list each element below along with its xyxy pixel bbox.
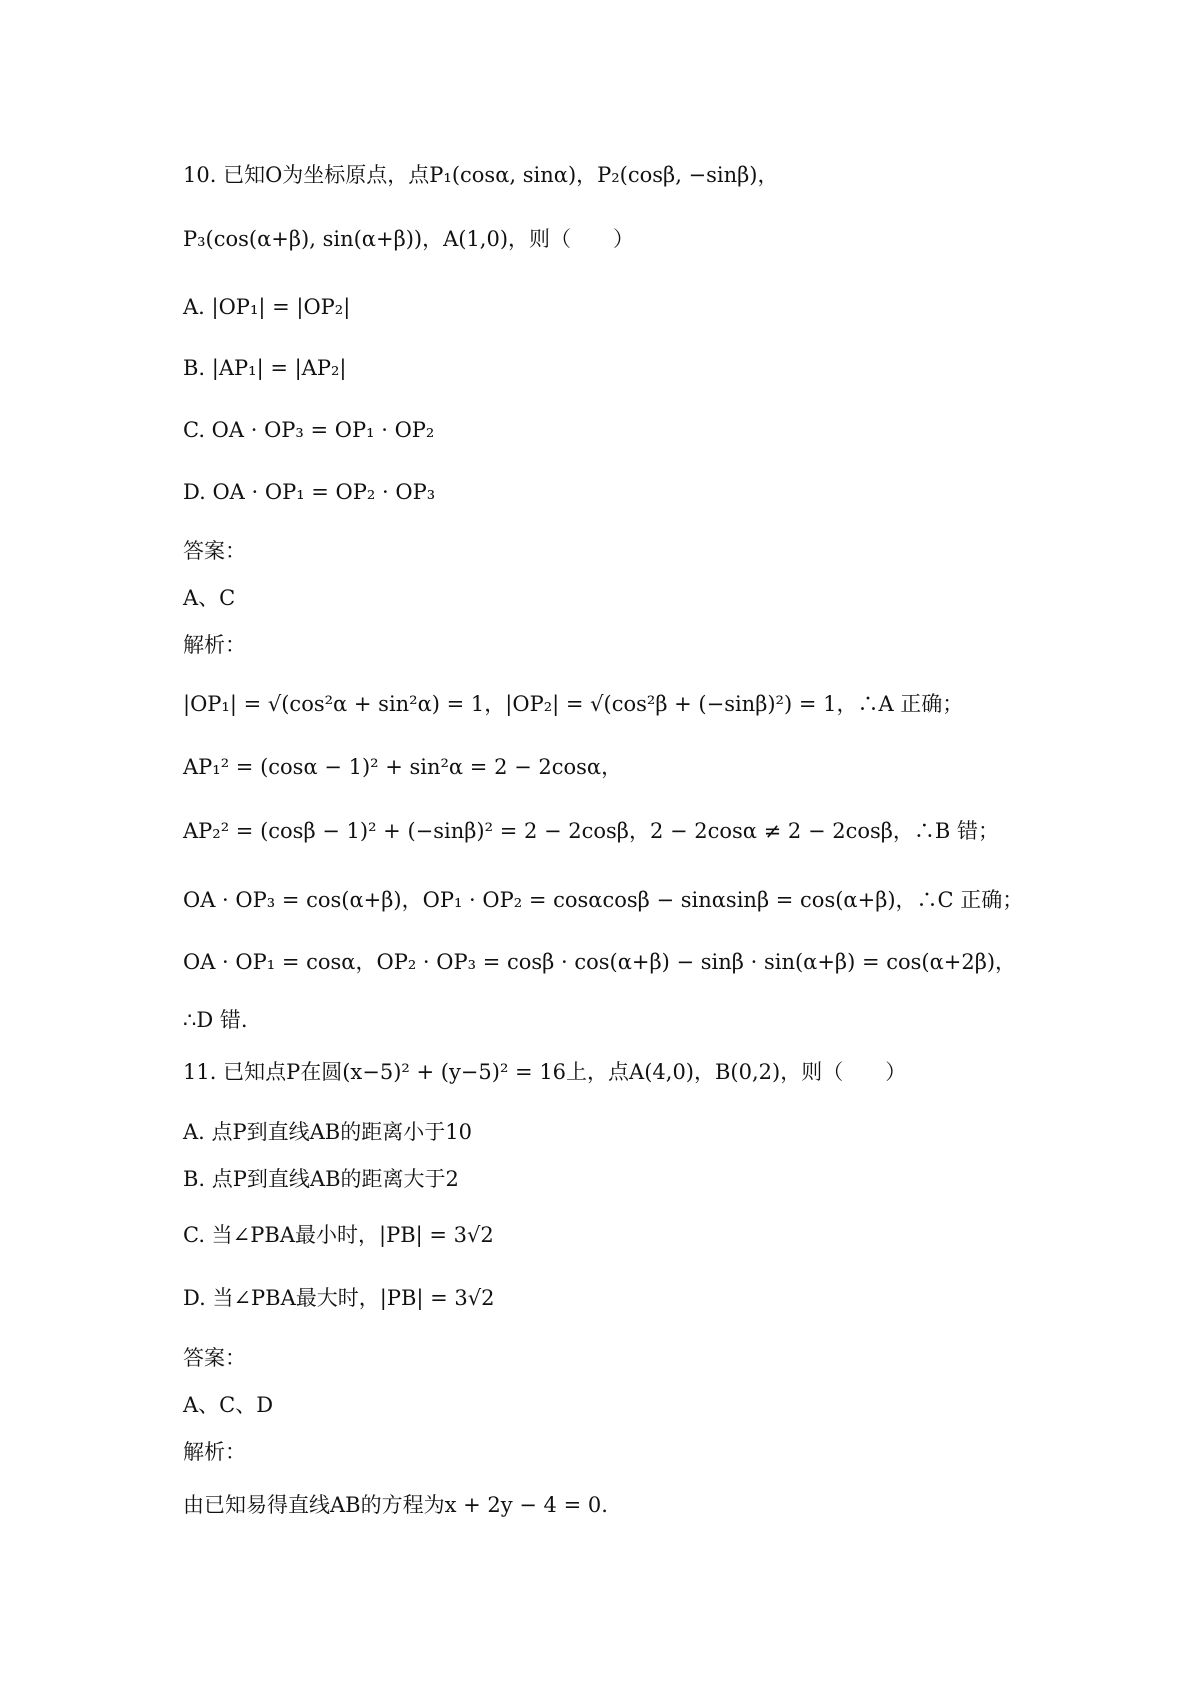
q11-option-d: D. 当∠PBA最大时，|PB| = 3√2 — [183, 1286, 495, 1310]
q10-analysis-line-5: OA · OP₁ = cosα，OP₂ · OP₃ = cosβ · cos(α+β) − sinβ · sin(α+β) = cos(α+2β)， — [183, 950, 1017, 974]
q11-analysis-label: 解析： — [183, 1440, 246, 1464]
q10-option-a: A. |OP₁| = |OP₂| — [183, 295, 351, 319]
q11-option-b: B. 点P到直线AB的距离大于2 — [183, 1167, 459, 1191]
q10-analysis-line-4: OA · OP₃ = cos(α+β)，OP₁ · OP₂ = cosαcosβ − sinαsinβ = cos(α+β)，∴C 正确； — [183, 888, 1024, 912]
q10-answer: A、C — [183, 586, 236, 610]
q10-analysis-line-2: AP₁² = (cosα − 1)² + sin²α = 2 − 2cosα， — [183, 755, 623, 779]
q10-analysis-label: 解析： — [183, 633, 246, 657]
q10-analysis-line-6: ∴D 错. — [183, 1008, 248, 1032]
q11-option-c: C. 当∠PBA最小时，|PB| = 3√2 — [183, 1223, 494, 1247]
q10-option-b: B. |AP₁| = |AP₂| — [183, 356, 347, 380]
q10-answer-label: 答案： — [183, 539, 246, 563]
q11-analysis-line-1: 由已知易得直线AB的方程为x + 2y − 4 = 0. — [183, 1493, 608, 1517]
q10-option-d: D. OA · OP₁ = OP₂ · OP₃ — [183, 480, 436, 504]
q11-stem: 11. 已知点P在圆(x−5)² + (y−5)² = 16上，点A(4,0)，B(0,2)，则（ ） — [183, 1060, 907, 1084]
q11-answer-label: 答案： — [183, 1346, 246, 1370]
q10-option-c: C. OA · OP₃ = OP₁ · OP₂ — [183, 418, 435, 442]
q10-analysis-line-3: AP₂² = (cosβ − 1)² + (−sinβ)² = 2 − 2cosβ，2 − 2cosα ≠ 2 − 2cosβ，∴B 错； — [183, 819, 1000, 843]
q11-answer: A、C、D — [183, 1393, 274, 1417]
q11-option-a: A. 点P到直线AB的距离小于10 — [183, 1120, 472, 1144]
q10-analysis-line-1: |OP₁| = √(cos²α + sin²α) = 1，|OP₂| = √(cos²β + (−sinβ)²) = 1，∴A 正确； — [183, 692, 964, 716]
q10-stem-line-2: P₃(cos(α+β), sin(α+β))，A(1,0)，则（ ） — [183, 227, 635, 251]
q10-stem-line-1: 10. 已知O为坐标原点，点P₁(cosα, sinα)，P₂(cosβ, −sinβ)， — [183, 163, 779, 187]
